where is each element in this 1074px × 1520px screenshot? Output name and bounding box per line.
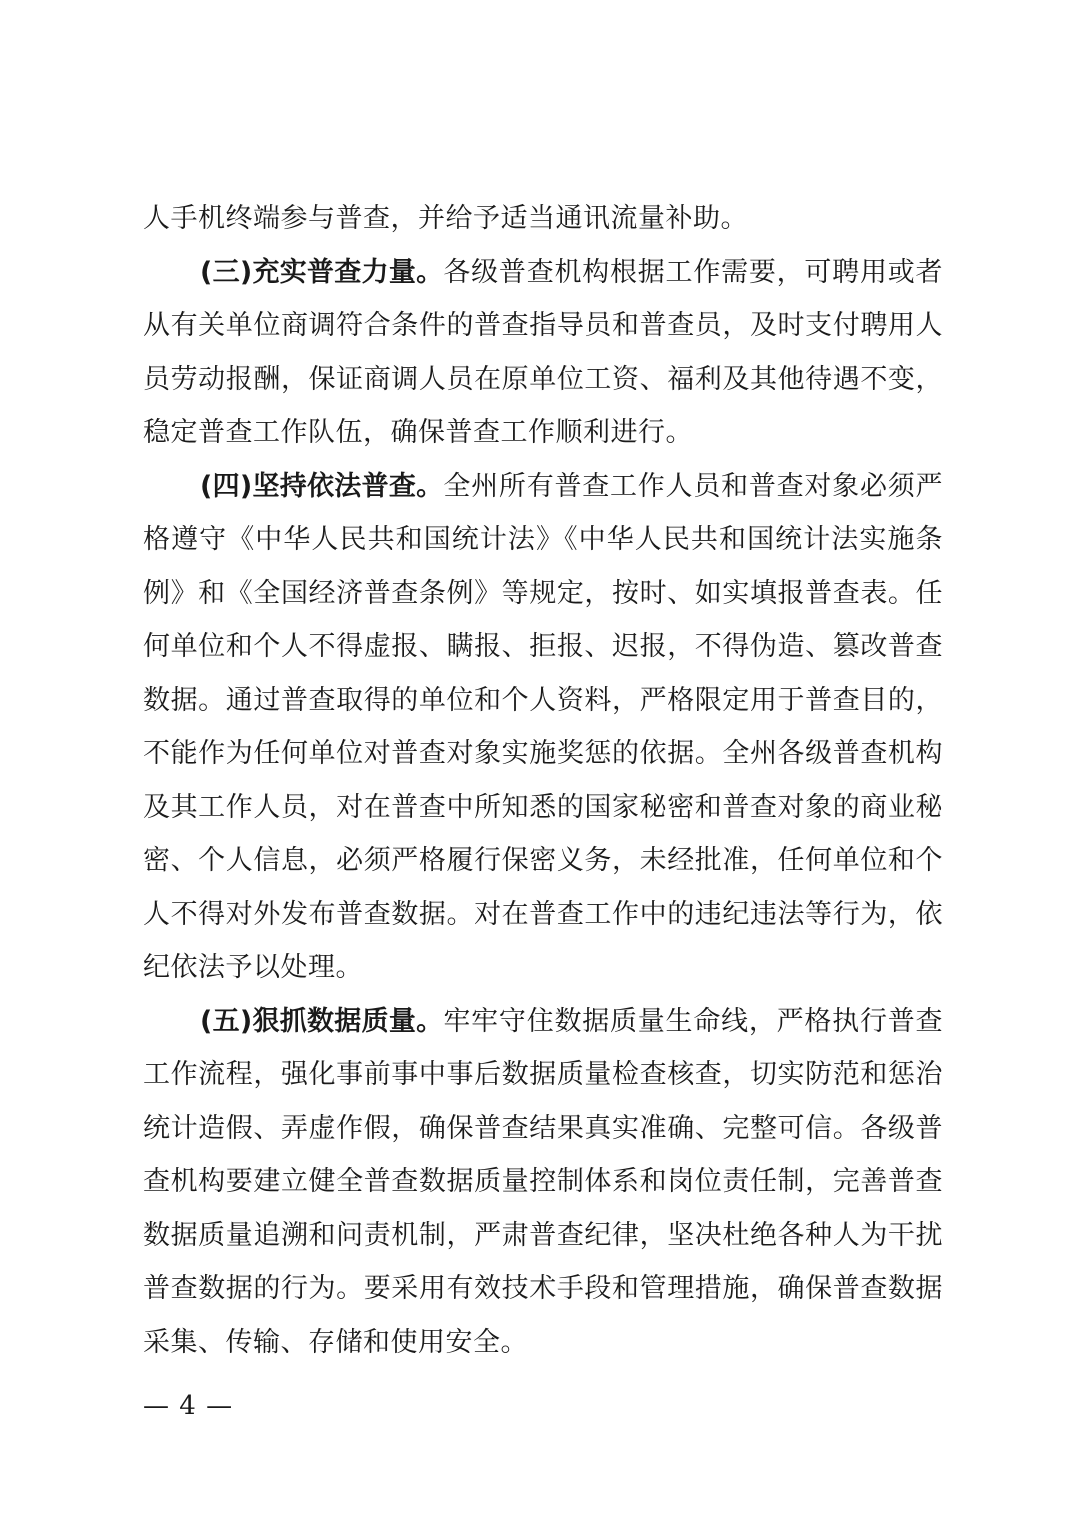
- section-heading: (三)充实普查力量。: [200, 256, 444, 288]
- paragraph-continuation: [143, 192, 943, 246]
- paragraph-legal-census: [143, 460, 943, 995]
- page-number: — 4 —: [143, 1391, 234, 1421]
- paragraph-text: 全州所有普查工作人员和普查对象必须严格遵守《中华人民共和国统计法》《中华人民共和国统计法实施条例》和《全国经济普查条例》等规定，按时、如实填报普查表。任何单位和个人不得虚报、瞒报、拒报、迟报，不得伪造、篡改普查数据。通过普查取得的单位和个人资料，严格限定用于普查目的，不能作为任何单位对普查对象实施奖惩的依据。全州各级普查机构及其工作人员，对在普查中所知悉的国家秘密和普查对象的商业秘密、个人信息，必须严格履行保密义务，未经批准，任何单位和个人不得对外发布普查数据。对在普查工作中的违纪违法等行为，依纪依法予以处理。: [143, 470, 943, 983]
- paragraph-staffing: [143, 246, 943, 460]
- section-heading: (五)狠抓数据质量。: [200, 1005, 444, 1037]
- document-body: [143, 192, 943, 1369]
- paragraph-text: 人手机终端参与普查，并给予适当通讯流量补助。: [143, 203, 748, 234]
- section-heading: (四)坚持依法普查。: [200, 470, 444, 502]
- paragraph-text: 各级普查机构根据工作需要，可聘用或者从有关单位商调符合条件的普查指导员和普查员，及时支付聘用人员劳动报酬，保证商调人员在原单位工资、福利及其他待遇不变，稳定普查工作队伍，确保普查工作顺利进行。: [143, 256, 943, 448]
- paragraph-text: 牢牢守住数据质量生命线，严格执行普查工作流程，强化事前事中事后数据质量检查核查，切实防范和惩治统计造假、弄虚作假，确保普查结果真实准确、完整可信。各级普查机构要建立健全普查数据质量控制体系和岗位责任制，完善普查数据质量追溯和问责机制，严肃普查纪律，坚决杜绝各种人为干扰普查数据的行为。要采用有效技术手段和管理措施，确保普查数据采集、传输、存储和使用安全。: [143, 1005, 943, 1358]
- paragraph-data-quality: [143, 995, 943, 1370]
